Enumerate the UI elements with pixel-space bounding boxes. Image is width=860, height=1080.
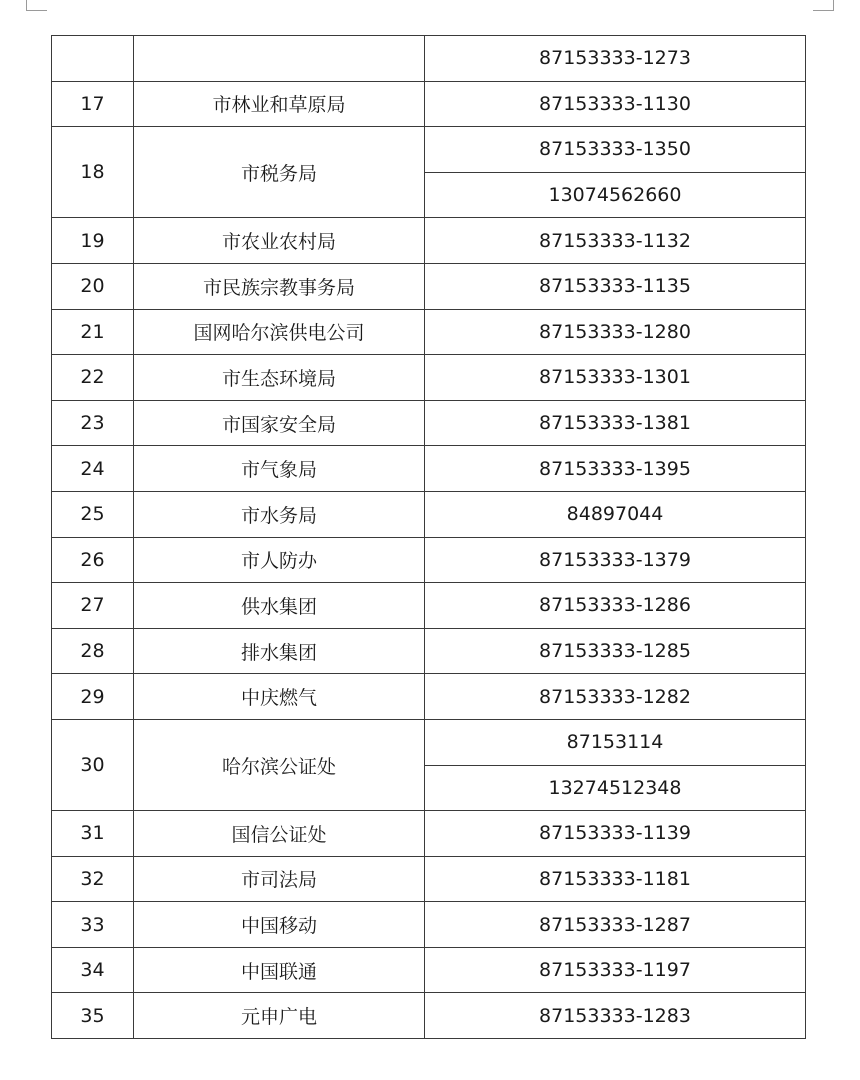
department-name: 供水集团 — [134, 583, 425, 629]
table-row — [52, 309, 806, 355]
row-number: 27 — [52, 583, 134, 629]
table-row — [52, 127, 806, 173]
table-row — [52, 537, 806, 583]
department-name: 中庆燃气 — [134, 674, 425, 720]
row-number: 26 — [52, 537, 134, 583]
table-row — [52, 947, 806, 993]
table-row — [52, 628, 806, 674]
department-name: 市林业和草原局 — [134, 81, 425, 127]
department-name: 市气象局 — [134, 446, 425, 492]
row-number: 33 — [52, 902, 134, 948]
row-number: 21 — [52, 309, 134, 355]
phone-number: 87153114 — [425, 719, 806, 765]
department-name: 市司法局 — [134, 856, 425, 902]
contact-table — [51, 35, 806, 1039]
row-number: 17 — [52, 81, 134, 127]
department-name: 哈尔滨公证处 — [134, 719, 425, 810]
phone-number: 87153333-1301 — [425, 355, 806, 401]
table-row — [52, 674, 806, 720]
table-row — [52, 355, 806, 401]
page-corner-mark-right — [813, 0, 834, 11]
table-row — [52, 218, 806, 264]
contact-table-body — [52, 36, 806, 1039]
row-number — [52, 36, 134, 82]
department-name: 国网哈尔滨供电公司 — [134, 309, 425, 355]
row-number: 32 — [52, 856, 134, 902]
phone-number: 84897044 — [425, 491, 806, 537]
table-row — [52, 811, 806, 857]
row-number: 29 — [52, 674, 134, 720]
department-name — [134, 36, 425, 82]
department-name: 市人防办 — [134, 537, 425, 583]
row-number: 35 — [52, 993, 134, 1039]
phone-number: 87153333-1381 — [425, 400, 806, 446]
row-number: 30 — [52, 719, 134, 810]
phone-number: 87153333-1280 — [425, 309, 806, 355]
department-name: 中国联通 — [134, 947, 425, 993]
page-corner-mark-left — [26, 0, 47, 11]
phone-number: 87153333-1379 — [425, 537, 806, 583]
phone-number: 13074562660 — [425, 172, 806, 218]
phone-number: 87153333-1132 — [425, 218, 806, 264]
phone-number: 87153333-1273 — [425, 36, 806, 82]
table-row — [52, 902, 806, 948]
phone-number: 87153333-1130 — [425, 81, 806, 127]
table-row — [52, 856, 806, 902]
phone-number: 87153333-1282 — [425, 674, 806, 720]
phone-number: 87153333-1285 — [425, 628, 806, 674]
table-row — [52, 36, 806, 82]
phone-number: 87153333-1197 — [425, 947, 806, 993]
department-name: 市生态环境局 — [134, 355, 425, 401]
phone-number: 87153333-1283 — [425, 993, 806, 1039]
table-row — [52, 446, 806, 492]
table-row — [52, 491, 806, 537]
department-name: 市国家安全局 — [134, 400, 425, 446]
phone-number: 87153333-1181 — [425, 856, 806, 902]
table-row — [52, 81, 806, 127]
row-number: 19 — [52, 218, 134, 264]
phone-number: 87153333-1287 — [425, 902, 806, 948]
row-number: 25 — [52, 491, 134, 537]
phone-number: 87153333-1350 — [425, 127, 806, 173]
phone-number: 87153333-1286 — [425, 583, 806, 629]
row-number: 31 — [52, 811, 134, 857]
table-row — [52, 719, 806, 765]
row-number: 24 — [52, 446, 134, 492]
department-name: 市农业农村局 — [134, 218, 425, 264]
table-row — [52, 263, 806, 309]
table-row — [52, 400, 806, 446]
department-name: 市水务局 — [134, 491, 425, 537]
row-number: 18 — [52, 127, 134, 218]
department-name: 市税务局 — [134, 127, 425, 218]
phone-number: 87153333-1395 — [425, 446, 806, 492]
department-name: 国信公证处 — [134, 811, 425, 857]
phone-number: 87153333-1135 — [425, 263, 806, 309]
department-name: 元申广电 — [134, 993, 425, 1039]
row-number: 23 — [52, 400, 134, 446]
row-number: 34 — [52, 947, 134, 993]
department-name: 中国移动 — [134, 902, 425, 948]
row-number: 20 — [52, 263, 134, 309]
phone-number: 13274512348 — [425, 765, 806, 811]
department-name: 排水集团 — [134, 628, 425, 674]
row-number: 22 — [52, 355, 134, 401]
table-row — [52, 583, 806, 629]
row-number: 28 — [52, 628, 134, 674]
table-row — [52, 993, 806, 1039]
department-name: 市民族宗教事务局 — [134, 263, 425, 309]
phone-number: 87153333-1139 — [425, 811, 806, 857]
